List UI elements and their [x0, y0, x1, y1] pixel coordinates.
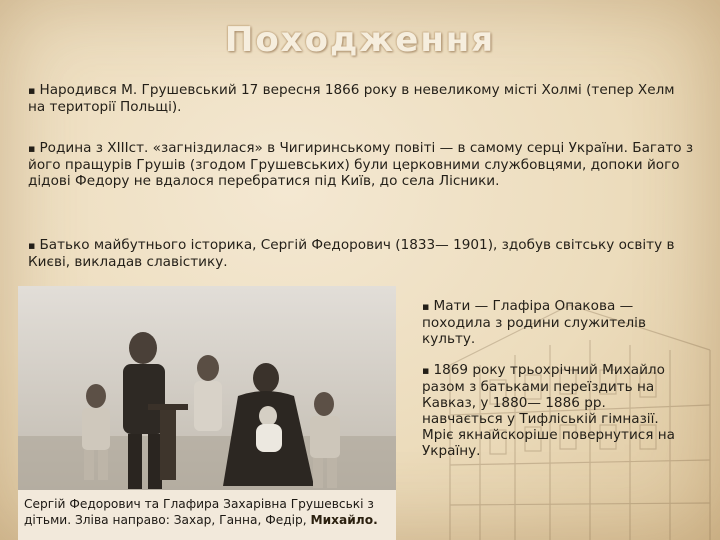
paragraph-mother — [422, 298, 690, 347]
caption-highlight: Михайло. — [310, 513, 378, 527]
caption-text: Сергій Федорович та Глафира Захарівна Грушевські з дітьми. Зліва направо: Захар, Ганна, Федір, — [24, 497, 374, 527]
paragraph-text: Родина з XIIIст. «загніздилася» в Чигиринському повіті — в самому серці України. Багато з його пращурів Грушів (згодом Грушевських) були церковними службовцями, допоки його дідові Федору не вдалося перебратися під Київ, до села Лісники. — [28, 140, 694, 189]
family-photo — [18, 286, 396, 540]
photo-caption — [18, 490, 396, 540]
bullet-icon: ▪ — [28, 84, 36, 97]
paragraph-text: Народився М. Грушевський 17 вересня 1866 року в невеликому місті Холмі (тепер Хелм на території Польщі). — [28, 82, 675, 115]
bullet-icon: ▪ — [422, 364, 430, 377]
paragraph-caucasus — [422, 362, 684, 459]
paragraph-birth — [28, 82, 688, 115]
paragraph-father — [28, 237, 704, 270]
paragraph-family — [28, 140, 704, 189]
paragraph-text: 1869 року трьохрічний Михайло разом з батьками переїздить на Кавказ, у 1880— 1886 рр. навчається у Тифліській гімназії. Мріє якнайскоріше повернутися на Україну. — [422, 362, 675, 459]
bullet-icon: ▪ — [422, 300, 430, 313]
paragraph-text: Батько майбутнього історика, Сергій Федорович (1833— 1901), здобув світську освіту в Києві, викладав славістику. — [28, 237, 675, 270]
bullet-icon: ▪ — [28, 239, 36, 252]
paragraph-text: Мати — Глафіра Опакова — походила з родини служителів культу. — [422, 298, 646, 347]
slide-title: Походження — [224, 20, 496, 60]
bullet-icon: ▪ — [28, 142, 36, 155]
